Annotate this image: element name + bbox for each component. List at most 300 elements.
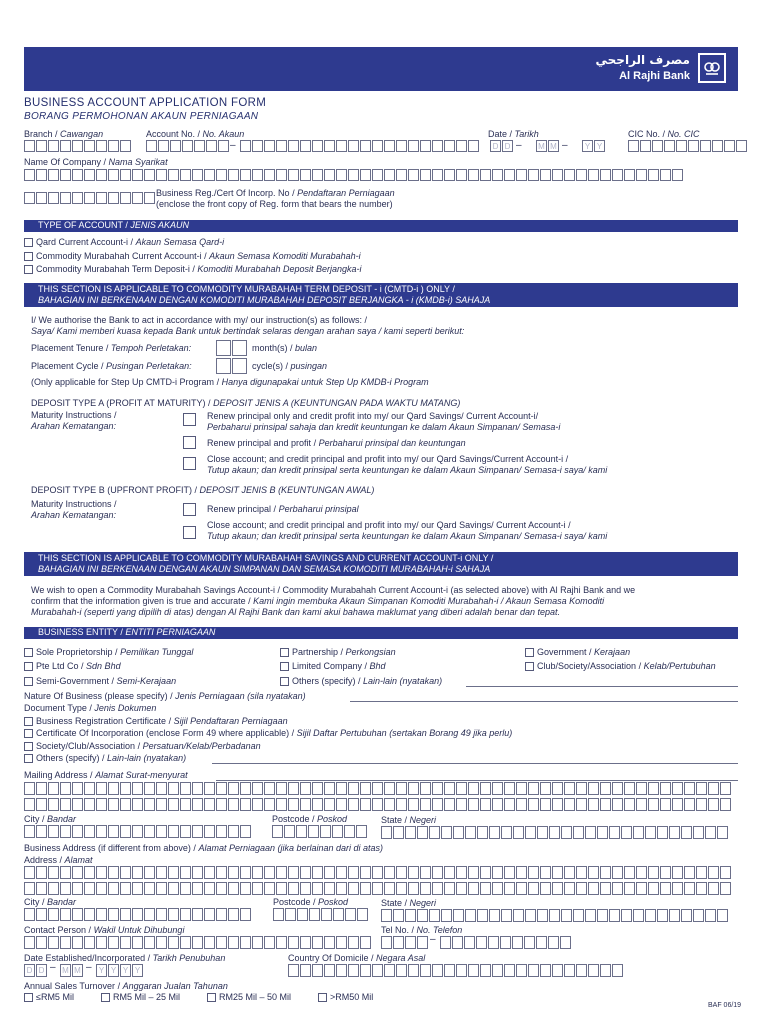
- char-box[interactable]: [348, 964, 359, 977]
- char-box[interactable]: [708, 866, 719, 879]
- account-type-cm-current[interactable]: Commodity Murabahah Current Account-i / Akaun Semasa Komoditi Murabahah-i: [24, 251, 361, 262]
- char-box[interactable]: [492, 866, 503, 879]
- char-box[interactable]: [204, 825, 215, 838]
- char-box[interactable]: [180, 882, 191, 895]
- char-box[interactable]: [132, 936, 143, 949]
- char-box[interactable]: [60, 798, 71, 811]
- checkbox[interactable]: [24, 717, 33, 726]
- mailing-boxes-1[interactable]: [24, 782, 732, 795]
- char-box[interactable]: [324, 882, 335, 895]
- char-box[interactable]: [240, 936, 251, 949]
- char-box[interactable]: [525, 909, 536, 922]
- char-box[interactable]: [444, 798, 455, 811]
- char-box[interactable]: [276, 936, 287, 949]
- char-box[interactable]: [288, 866, 299, 879]
- char-box[interactable]: [360, 798, 371, 811]
- char-box[interactable]: [696, 798, 707, 811]
- char-box[interactable]: [120, 936, 131, 949]
- char-box[interactable]: [660, 882, 671, 895]
- char-box[interactable]: [561, 909, 572, 922]
- char-box[interactable]: [216, 882, 227, 895]
- entity-others-line[interactable]: [466, 686, 738, 687]
- char-box[interactable]: [108, 798, 119, 811]
- char-box[interactable]: [360, 936, 371, 949]
- char-box[interactable]: [228, 882, 239, 895]
- char-box[interactable]: [300, 936, 311, 949]
- char-box[interactable]: [312, 936, 323, 949]
- char-box[interactable]: [648, 798, 659, 811]
- char-box[interactable]: [396, 882, 407, 895]
- checkbox-b-close[interactable]: [183, 526, 196, 539]
- char-box[interactable]: [396, 798, 407, 811]
- checkbox[interactable]: [24, 677, 33, 686]
- char-box[interactable]: [120, 798, 131, 811]
- char-box[interactable]: [548, 936, 559, 949]
- char-box[interactable]: [408, 866, 419, 879]
- char-box[interactable]: [480, 798, 491, 811]
- char-box[interactable]: [360, 882, 371, 895]
- char-box[interactable]: [332, 825, 343, 838]
- char-box[interactable]: [504, 964, 515, 977]
- char-box[interactable]: [284, 825, 295, 838]
- char-box[interactable]: [24, 782, 35, 795]
- char-box[interactable]: [624, 866, 635, 879]
- char-box[interactable]: [228, 908, 239, 921]
- char-box[interactable]: [336, 782, 347, 795]
- checkbox[interactable]: [525, 662, 534, 671]
- cic-boxes[interactable]: [628, 140, 748, 152]
- char-box[interactable]: [324, 798, 335, 811]
- char-box[interactable]: [645, 909, 656, 922]
- char-box[interactable]: [549, 909, 560, 922]
- tenure-boxes[interactable]: [216, 340, 248, 356]
- char-box[interactable]: [480, 882, 491, 895]
- char-box[interactable]: [156, 882, 167, 895]
- char-box[interactable]: [48, 882, 59, 895]
- char-box[interactable]: [252, 782, 263, 795]
- char-box[interactable]: [300, 782, 311, 795]
- char-box[interactable]: [321, 908, 332, 921]
- char-box[interactable]: [132, 782, 143, 795]
- char-box[interactable]: [560, 936, 571, 949]
- char-box[interactable]: [192, 866, 203, 879]
- entity-others[interactable]: Others (specify) / Lain-lain (nyatakan): [280, 676, 442, 687]
- char-box[interactable]: [144, 882, 155, 895]
- checkbox[interactable]: [24, 742, 33, 751]
- char-box[interactable]: [633, 826, 644, 839]
- char-box[interactable]: [72, 866, 83, 879]
- char-box[interactable]: [660, 866, 671, 879]
- char-box[interactable]: [24, 936, 35, 949]
- char-box[interactable]: [356, 825, 367, 838]
- char-box[interactable]: [84, 866, 95, 879]
- char-box[interactable]: [660, 782, 671, 795]
- char-box[interactable]: [288, 882, 299, 895]
- char-box[interactable]: [120, 866, 131, 879]
- char-box[interactable]: [36, 936, 47, 949]
- char-box[interactable]: [468, 882, 479, 895]
- char-box[interactable]: [444, 782, 455, 795]
- char-box[interactable]: [489, 909, 500, 922]
- char-box[interactable]: [264, 866, 275, 879]
- char-box[interactable]: [612, 882, 623, 895]
- char-box[interactable]: [264, 882, 275, 895]
- char-box[interactable]: [588, 782, 599, 795]
- char-box[interactable]: [120, 882, 131, 895]
- char-box[interactable]: [348, 866, 359, 879]
- char-box[interactable]: [621, 909, 632, 922]
- char-box[interactable]: [264, 782, 275, 795]
- account-type-cm-term[interactable]: Commodity Murabahah Term Deposit-i / Komoditi Murabahah Deposit Berjangka-i: [24, 264, 362, 275]
- char-box[interactable]: [72, 798, 83, 811]
- checkbox-a-close[interactable]: [183, 457, 196, 470]
- char-box[interactable]: [708, 782, 719, 795]
- char-box[interactable]: [540, 798, 551, 811]
- char-box[interactable]: [300, 866, 311, 879]
- char-box[interactable]: [600, 964, 611, 977]
- char-box[interactable]: [480, 866, 491, 879]
- char-box[interactable]: [84, 825, 95, 838]
- established-year[interactable]: Y Y Y Y: [96, 964, 144, 977]
- char-box[interactable]: [168, 782, 179, 795]
- char-box[interactable]: [228, 782, 239, 795]
- char-box[interactable]: [324, 866, 335, 879]
- char-box[interactable]: [336, 936, 347, 949]
- char-box[interactable]: [516, 798, 527, 811]
- char-box[interactable]: [456, 882, 467, 895]
- char-box[interactable]: [120, 908, 131, 921]
- company-boxes[interactable]: [24, 169, 684, 181]
- char-box[interactable]: [468, 798, 479, 811]
- char-box[interactable]: [344, 825, 355, 838]
- char-box[interactable]: [504, 782, 515, 795]
- char-box[interactable]: [108, 782, 119, 795]
- char-box[interactable]: [156, 936, 167, 949]
- checkbox[interactable]: [24, 238, 33, 247]
- char-box[interactable]: [660, 798, 671, 811]
- char-box[interactable]: [320, 825, 331, 838]
- char-box[interactable]: [597, 909, 608, 922]
- char-box[interactable]: [48, 936, 59, 949]
- char-box[interactable]: [516, 866, 527, 879]
- char-box[interactable]: [108, 908, 119, 921]
- entity-pte[interactable]: Pte Ltd Co / Sdn Bhd: [24, 661, 121, 672]
- char-box[interactable]: [452, 936, 463, 949]
- char-box[interactable]: [381, 826, 392, 839]
- entity-semigov[interactable]: Semi-Government / Semi-Kerajaan: [24, 676, 176, 687]
- char-box[interactable]: [381, 909, 392, 922]
- char-box[interactable]: [552, 882, 563, 895]
- char-box[interactable]: [468, 964, 479, 977]
- char-box[interactable]: [420, 882, 431, 895]
- established-month[interactable]: M M: [60, 964, 84, 977]
- char-box[interactable]: [180, 798, 191, 811]
- checkbox[interactable]: [24, 993, 33, 1002]
- char-box[interactable]: [144, 908, 155, 921]
- char-box[interactable]: [684, 866, 695, 879]
- char-box[interactable]: [420, 964, 431, 977]
- checkbox[interactable]: [280, 677, 289, 686]
- char-box[interactable]: [576, 866, 587, 879]
- char-box[interactable]: [204, 908, 215, 921]
- char-box[interactable]: [681, 909, 692, 922]
- char-box[interactable]: [528, 782, 539, 795]
- char-box[interactable]: [240, 782, 251, 795]
- char-box[interactable]: [684, 782, 695, 795]
- char-box[interactable]: [48, 908, 59, 921]
- char-box[interactable]: [528, 798, 539, 811]
- char-box[interactable]: [624, 798, 635, 811]
- char-box[interactable]: [420, 798, 431, 811]
- char-box[interactable]: [489, 826, 500, 839]
- char-box[interactable]: [393, 826, 404, 839]
- checkbox[interactable]: [24, 648, 33, 657]
- char-box[interactable]: [408, 798, 419, 811]
- char-box[interactable]: [336, 882, 347, 895]
- char-box[interactable]: [120, 782, 131, 795]
- char-box[interactable]: [516, 964, 527, 977]
- turnover-opt-2[interactable]: RM5 Mil – 25 Mil: [101, 992, 180, 1003]
- char-box[interactable]: [600, 882, 611, 895]
- char-box[interactable]: [336, 798, 347, 811]
- char-box[interactable]: [464, 936, 475, 949]
- char-box[interactable]: [84, 908, 95, 921]
- char-box[interactable]: [405, 936, 416, 949]
- char-box[interactable]: [204, 882, 215, 895]
- char-box[interactable]: [408, 782, 419, 795]
- char-box[interactable]: [372, 882, 383, 895]
- char-box[interactable]: [696, 782, 707, 795]
- char-box[interactable]: [420, 782, 431, 795]
- state-boxes-2[interactable]: [381, 909, 729, 922]
- char-box[interactable]: [168, 882, 179, 895]
- char-box[interactable]: [432, 882, 443, 895]
- char-box[interactable]: [657, 909, 668, 922]
- char-box[interactable]: [96, 798, 107, 811]
- char-box[interactable]: [357, 908, 368, 921]
- char-box[interactable]: [288, 798, 299, 811]
- char-box[interactable]: [588, 798, 599, 811]
- char-box[interactable]: [540, 782, 551, 795]
- char-box[interactable]: [564, 866, 575, 879]
- char-box[interactable]: [228, 825, 239, 838]
- char-box[interactable]: [468, 782, 479, 795]
- char-box[interactable]: [108, 825, 119, 838]
- char-box[interactable]: [216, 825, 227, 838]
- char-box[interactable]: [192, 908, 203, 921]
- char-box[interactable]: [240, 882, 251, 895]
- char-box[interactable]: [252, 866, 263, 879]
- char-box[interactable]: [432, 964, 443, 977]
- char-box[interactable]: [333, 908, 344, 921]
- char-box[interactable]: [360, 964, 371, 977]
- char-box[interactable]: [297, 908, 308, 921]
- char-box[interactable]: [312, 798, 323, 811]
- char-box[interactable]: [192, 798, 203, 811]
- char-box[interactable]: [324, 936, 335, 949]
- char-box[interactable]: [540, 882, 551, 895]
- char-box[interactable]: [276, 866, 287, 879]
- char-box[interactable]: [372, 782, 383, 795]
- postcode-boxes[interactable]: [272, 825, 368, 838]
- char-box[interactable]: [476, 936, 487, 949]
- checkbox-a-renew-principal[interactable]: [183, 413, 196, 426]
- char-box[interactable]: [144, 782, 155, 795]
- char-box[interactable]: [528, 882, 539, 895]
- char-box[interactable]: [501, 826, 512, 839]
- char-box[interactable]: [60, 908, 71, 921]
- state-boxes[interactable]: [381, 826, 729, 839]
- char-box[interactable]: [276, 882, 287, 895]
- turnover-opt-3[interactable]: RM25 Mil – 50 Mil: [207, 992, 291, 1003]
- checkbox[interactable]: [525, 648, 534, 657]
- char-box[interactable]: [36, 908, 47, 921]
- char-box[interactable]: [585, 909, 596, 922]
- tel-boxes-1[interactable]: [381, 936, 429, 949]
- char-box[interactable]: [96, 908, 107, 921]
- char-box[interactable]: [132, 866, 143, 879]
- char-box[interactable]: [561, 826, 572, 839]
- char-box[interactable]: [324, 782, 335, 795]
- char-box[interactable]: [60, 782, 71, 795]
- char-box[interactable]: [36, 882, 47, 895]
- checkbox[interactable]: [101, 993, 110, 1002]
- char-box[interactable]: [156, 782, 167, 795]
- char-box[interactable]: [192, 882, 203, 895]
- char-box[interactable]: [408, 964, 419, 977]
- char-box[interactable]: [492, 882, 503, 895]
- char-box[interactable]: [204, 866, 215, 879]
- char-box[interactable]: [504, 798, 515, 811]
- char-box[interactable]: [492, 782, 503, 795]
- char-box[interactable]: [228, 798, 239, 811]
- char-box[interactable]: [348, 798, 359, 811]
- char-box[interactable]: [672, 866, 683, 879]
- char-box[interactable]: [312, 882, 323, 895]
- char-box[interactable]: [192, 782, 203, 795]
- char-box[interactable]: [144, 798, 155, 811]
- char-box[interactable]: [204, 936, 215, 949]
- char-box[interactable]: [132, 798, 143, 811]
- account-type-qard[interactable]: Qard Current Account-i / Akaun Semasa Qard-i: [24, 237, 224, 248]
- char-box[interactable]: [585, 826, 596, 839]
- char-box[interactable]: [396, 866, 407, 879]
- char-box[interactable]: [372, 964, 383, 977]
- char-box[interactable]: [312, 782, 323, 795]
- char-box[interactable]: [429, 909, 440, 922]
- char-box[interactable]: [500, 936, 511, 949]
- char-box[interactable]: [60, 936, 71, 949]
- doctype-brc[interactable]: Business Registration Certificate / Sijil Pendaftaran Perniagaan: [24, 716, 288, 727]
- doctype-coi[interactable]: Certificate Of Incorporation (enclose Form 49 where applicable) / Sijil Daftar Pertubuhan (sertakan Borang 49 jika perlu): [24, 728, 512, 739]
- checkbox[interactable]: [318, 993, 327, 1002]
- char-box[interactable]: [456, 964, 467, 977]
- char-box[interactable]: [84, 882, 95, 895]
- char-box[interactable]: [573, 826, 584, 839]
- char-box[interactable]: [96, 866, 107, 879]
- char-box[interactable]: [144, 825, 155, 838]
- char-box[interactable]: [168, 908, 179, 921]
- checkbox[interactable]: [207, 993, 216, 1002]
- char-box[interactable]: [504, 882, 515, 895]
- char-box[interactable]: [512, 936, 523, 949]
- char-box[interactable]: [168, 825, 179, 838]
- char-box[interactable]: [84, 798, 95, 811]
- char-box[interactable]: [348, 782, 359, 795]
- char-box[interactable]: [120, 825, 131, 838]
- char-box[interactable]: [525, 826, 536, 839]
- char-box[interactable]: [180, 782, 191, 795]
- char-box[interactable]: [612, 782, 623, 795]
- char-box[interactable]: [345, 908, 356, 921]
- char-box[interactable]: [480, 964, 491, 977]
- char-box[interactable]: [312, 964, 323, 977]
- char-box[interactable]: [492, 964, 503, 977]
- char-box[interactable]: [600, 782, 611, 795]
- char-box[interactable]: [405, 826, 416, 839]
- char-box[interactable]: [513, 909, 524, 922]
- char-box[interactable]: [672, 782, 683, 795]
- char-box[interactable]: [348, 936, 359, 949]
- char-box[interactable]: [360, 866, 371, 879]
- char-box[interactable]: [420, 866, 431, 879]
- busreg-boxes[interactable]: [24, 192, 156, 204]
- char-box[interactable]: [588, 882, 599, 895]
- char-box[interactable]: [524, 936, 535, 949]
- turnover-opt-1[interactable]: ≤RM5 Mil: [24, 992, 74, 1003]
- char-box[interactable]: [537, 826, 548, 839]
- char-box[interactable]: [417, 826, 428, 839]
- char-box[interactable]: [636, 866, 647, 879]
- char-box[interactable]: [264, 936, 275, 949]
- char-box[interactable]: [336, 866, 347, 879]
- char-box[interactable]: [192, 825, 203, 838]
- char-box[interactable]: [312, 866, 323, 879]
- char-box[interactable]: [72, 936, 83, 949]
- char-box[interactable]: [684, 882, 695, 895]
- char-box[interactable]: [108, 882, 119, 895]
- checkbox-b-renew[interactable]: [183, 503, 196, 516]
- char-box[interactable]: [549, 826, 560, 839]
- char-box[interactable]: [384, 882, 395, 895]
- entity-partnership[interactable]: Partnership / Perkongsian: [280, 647, 396, 658]
- char-box[interactable]: [612, 866, 623, 879]
- char-box[interactable]: [633, 909, 644, 922]
- date-boxes-day[interactable]: D D: [490, 140, 514, 152]
- entity-limited[interactable]: Limited Company / Bhd: [280, 661, 386, 672]
- char-box[interactable]: [696, 866, 707, 879]
- char-box[interactable]: [48, 782, 59, 795]
- cycle-boxes[interactable]: [216, 358, 248, 374]
- char-box[interactable]: [240, 908, 251, 921]
- char-box[interactable]: [300, 964, 311, 977]
- char-box[interactable]: [513, 826, 524, 839]
- char-box[interactable]: [84, 782, 95, 795]
- char-box[interactable]: [252, 798, 263, 811]
- char-box[interactable]: [216, 866, 227, 879]
- tel-boxes-2[interactable]: [440, 936, 572, 949]
- char-box[interactable]: [36, 866, 47, 879]
- char-box[interactable]: [216, 936, 227, 949]
- char-box[interactable]: [456, 798, 467, 811]
- char-box[interactable]: [444, 882, 455, 895]
- char-box[interactable]: [588, 964, 599, 977]
- char-box[interactable]: [480, 782, 491, 795]
- char-box[interactable]: [360, 782, 371, 795]
- char-box[interactable]: [324, 964, 335, 977]
- char-box[interactable]: [240, 798, 251, 811]
- char-box[interactable]: [168, 936, 179, 949]
